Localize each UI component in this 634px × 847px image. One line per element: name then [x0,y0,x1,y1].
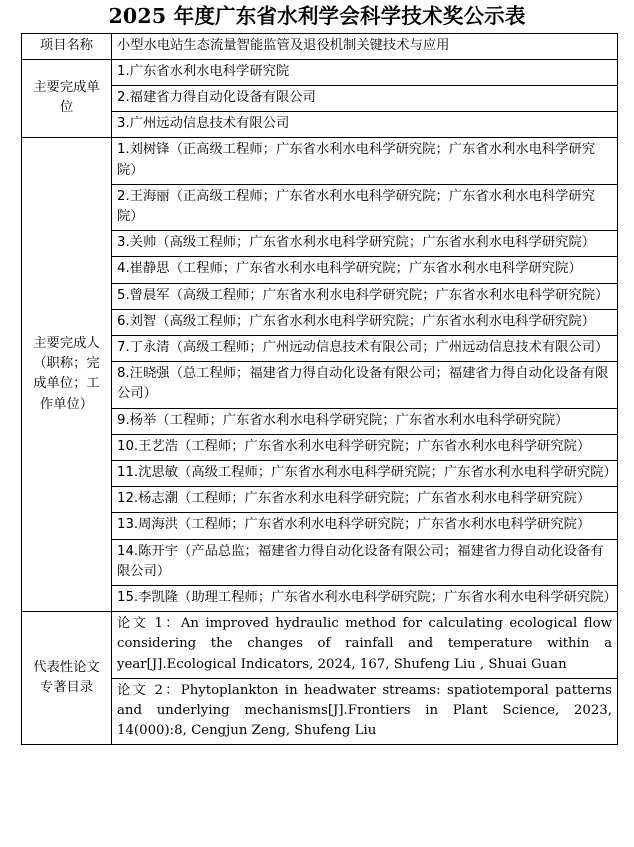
row-label-representative-papers: 代表性论文专著目录 [22,612,112,745]
table-row-person-15 [22,586,618,612]
main-person-item: 6.刘智（高级工程师；广东省水利水电科学研究院；广东省水利水电科学研究院） [112,309,618,335]
table-row-person-5 [22,283,618,309]
main-person-item: 3.关帅（高级工程师；广东省水利水电科学研究院；广东省水利水电科学研究院） [112,231,618,257]
table-row-person-9 [22,408,618,434]
main-unit-item: 1.广东省水利水电科学研究院 [112,59,618,85]
main-person-item: 7.丁永清（高级工程师；广州远动信息技术有限公司；广州远动信息技术有限公司） [112,336,618,362]
main-person-item: 2.王海丽（正高级工程师；广东省水利水电科学研究院；广东省水利水电科学研究院） [112,184,618,230]
main-person-item: 11.沈思敏（高级工程师；广东省水利水电科学研究院；广东省水利水电科学研究院） [112,461,618,487]
main-person-item: 13.周海洪（工程师；广东省水利水电科学研究院；广东省水利水电科学研究院） [112,513,618,539]
paper-item: 论文 1：An improved hydraulic method for calculating ecological flow considering the changes of rainfall and temperature within a year[J].Ecological Indicators, 2024, 167, Shufeng Liu , Shuai Guan [112,612,618,679]
table-row-person-13 [22,513,618,539]
main-person-item: 9.杨举（工程师；广东省水利水电科学研究院；广东省水利水电科学研究院） [112,408,618,434]
main-person-item: 8.汪晓强（总工程师；福建省力得自动化设备有限公司；福建省力得自动化设备有限公司） [112,362,618,408]
project-name-value: 小型水电站生态流量智能监管及退役机制关键技术与应用 [112,33,618,59]
table-row-person-14 [22,539,618,585]
table-row-paper-1 [22,612,618,679]
table-row-person-12 [22,487,618,513]
table-row-person-6 [22,309,618,335]
page-title: 2025 年度广东省水利学会科学技术奖公示表 [108,4,526,28]
table-row-unit-2 [22,86,618,112]
row-label-project-name: 项目名称 [22,33,112,59]
table-row-person-11 [22,461,618,487]
table-row-person-7 [22,336,618,362]
table-row-person-10 [22,434,618,460]
table-row-unit-3 [22,112,618,138]
main-person-item: 14.陈开宇（产品总监；福建省力得自动化设备有限公司；福建省力得自动化设备有限公司） [112,539,618,585]
table-row-unit-1 [22,59,618,85]
main-unit-item: 3.广州远动信息技术有限公司 [112,112,618,138]
main-person-item: 5.曾晨军（高级工程师；广东省水利水电科学研究院；广东省水利水电科学研究院） [112,283,618,309]
award-table [21,33,618,746]
table-row-project [22,33,618,59]
table-row-person-1 [22,138,618,184]
main-person-item: 1.刘树锋（正高级工程师；广东省水利水电科学研究院；广东省水利水电科学研究院） [112,138,618,184]
table-row-person-3 [22,231,618,257]
paper-item: 论文 2：Phytoplankton in headwater streams: spatiotemporal patterns and underlying mechanisms[J].Frontiers in Plant Science, 2023, 14(000):8, Cengjun Zeng, Shufeng Liu [112,678,618,745]
table-row-person-2 [22,184,618,230]
row-label-main-people: 主要完成人（职称；完成单位；工作单位） [22,138,112,612]
row-label-main-units: 主要完成单位 [22,59,112,138]
main-person-item: 12.杨志潮（工程师；广东省水利水电科学研究院；广东省水利水电科学研究院） [112,487,618,513]
main-person-item: 4.崔静思（工程师；广东省水利水电科学研究院；广东省水利水电科学研究院） [112,257,618,283]
table-row-paper-2 [22,678,618,745]
table-row-person-4 [22,257,618,283]
main-unit-item: 2.福建省力得自动化设备有限公司 [112,86,618,112]
main-person-item: 15.李凯隆（助理工程师；广东省水利水电科学研究院；广东省水利水电科学研究院） [112,586,618,612]
table-row-person-8 [22,362,618,408]
main-person-item: 10.王艺浩（工程师；广东省水利水电科学研究院；广东省水利水电科学研究院） [112,434,618,460]
